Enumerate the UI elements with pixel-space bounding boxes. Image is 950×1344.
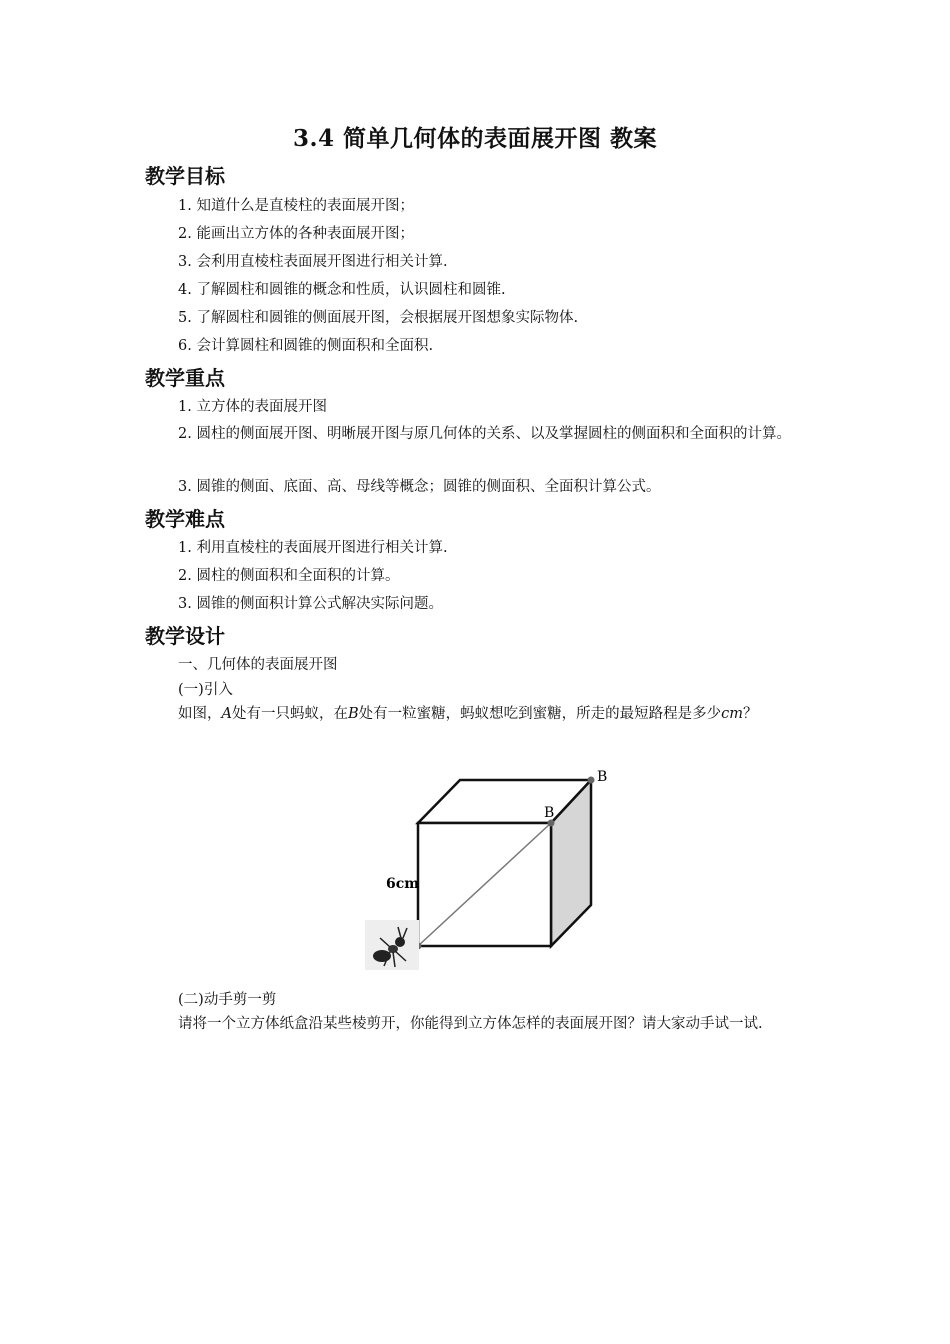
goal-item: 1. 知道什么是直棱柱的表面展开图； [178, 198, 414, 214]
difficulty-item: 3. 圆锥的侧面积计算公式解决实际问题。 [178, 596, 443, 612]
point-b-label: B [347, 706, 359, 722]
heading-goals: 教学目标 [145, 164, 225, 188]
point-b-near-label: B [544, 805, 555, 821]
question-paragraph [145, 701, 810, 728]
activity-text: 请将一个立方体纸盒沿某些棱剪开，你能得到立方体怎样的表面展开图？请大家动手试一试. [178, 1016, 763, 1032]
question-end: ？ [743, 706, 758, 722]
ant-icon [365, 920, 419, 970]
difficulty-item: 1. 利用直棱柱的表面展开图进行相关计算. [178, 540, 448, 556]
question-text: 处有一只蚂蚁，在 [231, 706, 348, 722]
goal-item: 6. 会计算圆柱和圆锥的侧面积和全面积. [178, 338, 434, 354]
question-text: 处有一粒蜜糖，蚂蚁想吃到蜜糖，所走的最短路程是多少 [358, 706, 722, 722]
key-point-item: 3. 圆锥的侧面、底面、高、母线等概念；圆锥的侧面积、全面积计算公式。 [178, 479, 661, 495]
goal-item: 5. 了解圆柱和圆锥的侧面展开图，会根据展开图想象实际物体. [178, 310, 579, 326]
key-point-item: 1. 立方体的表面展开图 [178, 399, 327, 415]
heading-key-points: 教学重点 [145, 366, 225, 390]
heading-difficulties: 教学难点 [145, 507, 225, 531]
unit-label: cm [721, 706, 744, 722]
goal-item: 3. 会利用直棱柱表面展开图进行相关计算. [178, 254, 448, 270]
question-text: 如图， [178, 706, 222, 722]
goal-item: 2. 能画出立方体的各种表面展开图； [178, 226, 414, 242]
point-b-far-dot [588, 777, 595, 784]
activity-label: (二)动手剪一剪 [178, 992, 277, 1008]
point-a-label: A [221, 706, 232, 722]
key-point-item: 2. 圆柱的侧面展开图、明晰展开图与原几何体的关系、以及掌握圆柱的侧面积和全面积的计算。 [178, 426, 791, 442]
intro-label: (一)引入 [178, 682, 233, 698]
cube-figure [360, 762, 620, 977]
design-part-title: 一、几何体的表面展开图 [178, 657, 338, 673]
difficulty-item: 2. 圆柱的侧面积和全面积的计算。 [178, 568, 400, 584]
goal-item: 4. 了解圆柱和圆锥的概念和性质，认识圆柱和圆锥. [178, 282, 506, 298]
point-b-far-label: B [597, 769, 608, 785]
page-title: 3.4 简单几何体的表面展开图 教案 [292, 125, 658, 152]
edge-length-label: 6cm [386, 876, 420, 892]
heading-design: 教学设计 [145, 624, 225, 648]
